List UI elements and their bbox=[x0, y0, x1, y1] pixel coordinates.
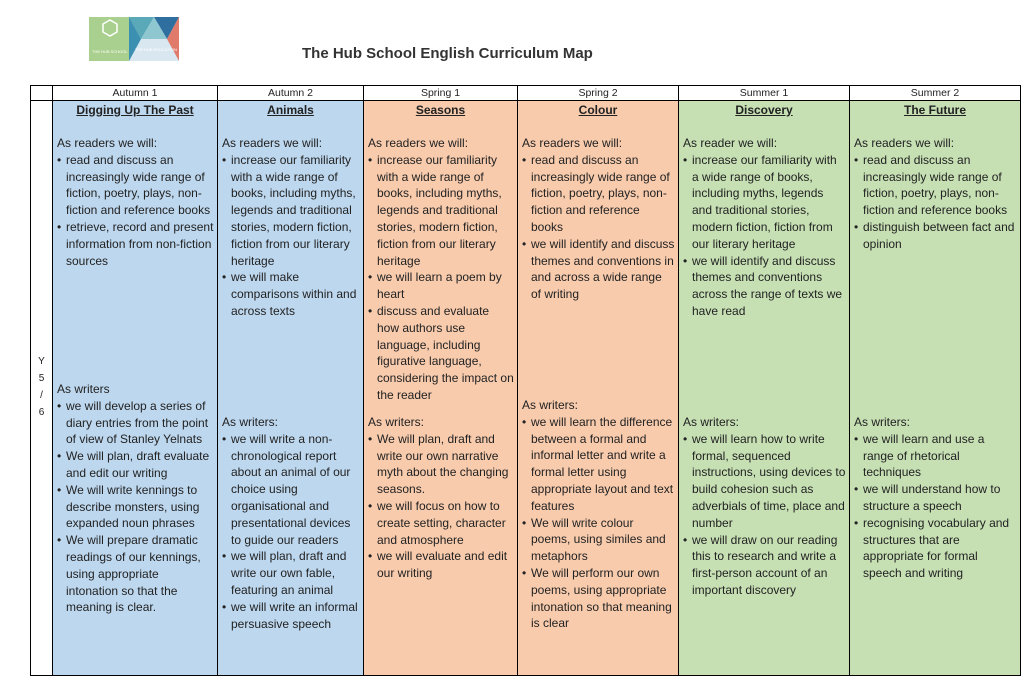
list-item: • read and discuss an increasingly wide range of fiction, poetry, plays, non-fiction and reference books bbox=[522, 152, 675, 236]
theme-title: Discovery bbox=[735, 103, 793, 117]
reading-heading: As readers we will: bbox=[222, 136, 323, 150]
theme-title: Seasons bbox=[415, 103, 466, 117]
writing-section bbox=[368, 414, 514, 582]
reading-heading: As readers we will: bbox=[854, 136, 955, 150]
term-header: Spring 2 bbox=[518, 86, 679, 101]
list-item: • retrieve, record and present information from non-fiction sources bbox=[57, 219, 214, 269]
reading-list bbox=[57, 152, 214, 270]
list-item: • we will plan, draft and write our own fable, featuring an animal bbox=[222, 548, 360, 598]
writing-list bbox=[368, 431, 514, 582]
reading-list bbox=[368, 152, 514, 404]
theme-title: Colour bbox=[578, 103, 618, 117]
list-item: • we will identify and discuss themes and conventions in and across a wide range of writing bbox=[522, 236, 675, 303]
writing-list bbox=[57, 398, 214, 616]
term-header: Autumn 1 bbox=[53, 86, 218, 101]
list-item: • We will write kennings to describe monsters, using expanded noun phrases bbox=[57, 482, 214, 532]
term-header: Summer 2 bbox=[850, 86, 1021, 101]
list-item: • read and discuss an increasingly wide range of fiction, poetry, plays, non-fiction and reference books bbox=[854, 152, 1017, 219]
writing-list bbox=[222, 431, 360, 633]
list-item: • we will make comparisons within and across texts bbox=[222, 269, 360, 319]
list-item: • We will prepare dramatic readings of our kennings, using appropriate intonation so that the meaning is clear. bbox=[57, 532, 214, 616]
writing-list bbox=[854, 431, 1017, 582]
list-item: • distinguish between fact and opinion bbox=[854, 219, 1017, 253]
term-cell-summer-2 bbox=[850, 101, 1021, 676]
term-cell-autumn-2 bbox=[218, 101, 364, 676]
list-item: • We will perform our own poems, using appropriate intonation so that meaning is clear bbox=[522, 565, 675, 632]
logo-triangles-panel bbox=[129, 17, 179, 61]
writing-heading: As writers bbox=[57, 382, 110, 396]
year-label: Y 5 / 6 bbox=[31, 101, 53, 676]
reading-heading: As readers we will: bbox=[57, 136, 158, 150]
theme-title: Digging Up The Past bbox=[76, 103, 194, 117]
term-header: Spring 1 bbox=[364, 86, 518, 101]
writing-heading: As writers: bbox=[683, 415, 740, 429]
writing-section bbox=[222, 414, 360, 632]
writing-heading: As writers: bbox=[222, 415, 279, 429]
school-logo bbox=[89, 17, 179, 61]
list-item: • we will learn a poem by heart bbox=[368, 269, 514, 303]
reading-section bbox=[854, 135, 1017, 253]
term-header: Autumn 2 bbox=[218, 86, 364, 101]
term-cell-autumn-1 bbox=[53, 101, 218, 676]
writing-heading: As writers: bbox=[854, 415, 911, 429]
theme-title: Animals bbox=[267, 103, 314, 117]
reading-section bbox=[222, 135, 360, 320]
term-cell-spring-1 bbox=[364, 101, 518, 676]
writing-list bbox=[683, 431, 846, 599]
writing-section bbox=[522, 397, 675, 632]
list-item: • we will understand how to structure a speech bbox=[854, 481, 1017, 515]
reading-list bbox=[222, 152, 360, 320]
curriculum-table bbox=[30, 85, 1021, 676]
reading-list bbox=[854, 152, 1017, 253]
reading-heading: As reader we will: bbox=[683, 136, 778, 150]
writing-section bbox=[683, 414, 846, 599]
writing-heading: As writers: bbox=[368, 415, 425, 429]
logo-left-text: THE HUB SCHOOL bbox=[92, 49, 128, 54]
term-cell-summer-1 bbox=[679, 101, 850, 676]
list-item: • we will learn and use a range of rhetorical techniques bbox=[854, 431, 1017, 481]
writing-list bbox=[522, 414, 675, 632]
reading-heading: As readers we will: bbox=[368, 136, 469, 150]
list-item: • increase our familiarity with a wide range of books, including myths, legends and traditional stories, modern fiction, fiction from our literary heritage bbox=[683, 152, 846, 253]
writing-section bbox=[854, 414, 1017, 582]
header-corner-cell bbox=[31, 86, 53, 101]
reading-heading: As readers we will: bbox=[522, 136, 623, 150]
list-item: • we will develop a series of diary entries from the point of view of Stanley Yelnats bbox=[57, 398, 214, 448]
theme-title: The Future bbox=[904, 103, 966, 117]
writing-heading: As writers: bbox=[522, 398, 579, 412]
writing-section bbox=[57, 381, 214, 616]
list-item: • we will evaluate and edit our writing bbox=[368, 548, 514, 582]
list-item: • We will write colour poems, using similes and metaphors bbox=[522, 515, 675, 565]
list-item: • increase our familiarity with a wide range of books, including myths, legends and traditional stories, modern fiction, fiction from our literary heritage bbox=[222, 152, 360, 270]
reading-list bbox=[522, 152, 675, 303]
list-item: • we will identify and discuss themes and conventions across the range of texts we have read bbox=[683, 253, 846, 320]
term-header: Summer 1 bbox=[679, 86, 850, 101]
reading-section bbox=[522, 135, 675, 303]
logo-hex-panel bbox=[89, 17, 129, 61]
list-item: • We will plan, draft and write our own narrative myth about the changing seasons. bbox=[368, 431, 514, 498]
list-item: • We will plan, draft evaluate and edit our writing bbox=[57, 448, 214, 482]
list-item: • recognising vocabulary and structures that are appropriate for formal speech and writing bbox=[854, 515, 1017, 582]
list-item: • discuss and evaluate how authors use language, including figurative language, considering the impact on the reader bbox=[368, 303, 514, 404]
list-item: • we will learn how to write formal, sequenced instructions, using devices to build cohesion such as adverbials of time, place and number bbox=[683, 431, 846, 532]
list-item: • we will write an informal persuasive speech bbox=[222, 599, 360, 633]
reading-section bbox=[683, 135, 846, 320]
hexagon-icon bbox=[102, 19, 118, 37]
list-item: • read and discuss an increasingly wide range of fiction, poetry, plays, non-fiction and reference books bbox=[57, 152, 214, 219]
year-row bbox=[31, 101, 1021, 676]
document-title: The Hub School English Curriculum Map bbox=[302, 45, 593, 62]
reading-section bbox=[57, 135, 214, 269]
reading-section bbox=[368, 135, 514, 404]
list-item: • we will write a non-chronological report about an animal of our choice using organisational and presentational devices to guide our readers bbox=[222, 431, 360, 549]
list-item: • we will learn the difference between a formal and informal letter and write a formal letter using appropriate layout and text features bbox=[522, 414, 675, 515]
term-cell-spring-2 bbox=[518, 101, 679, 676]
triangles-icon bbox=[129, 17, 179, 61]
list-item: • increase our familiarity with a wide range of books, including myths, legends and traditional stories, modern fiction, fiction from our literary heritage bbox=[368, 152, 514, 270]
list-item: • we will draw on our reading this to research and write a first-person account of an important discovery bbox=[683, 532, 846, 599]
logo-right-text: THE HUB EDUCATION bbox=[135, 47, 177, 52]
reading-list bbox=[683, 152, 846, 320]
list-item: • we will focus on how to create setting, character and atmosphere bbox=[368, 498, 514, 548]
term-header-row bbox=[31, 86, 1021, 101]
